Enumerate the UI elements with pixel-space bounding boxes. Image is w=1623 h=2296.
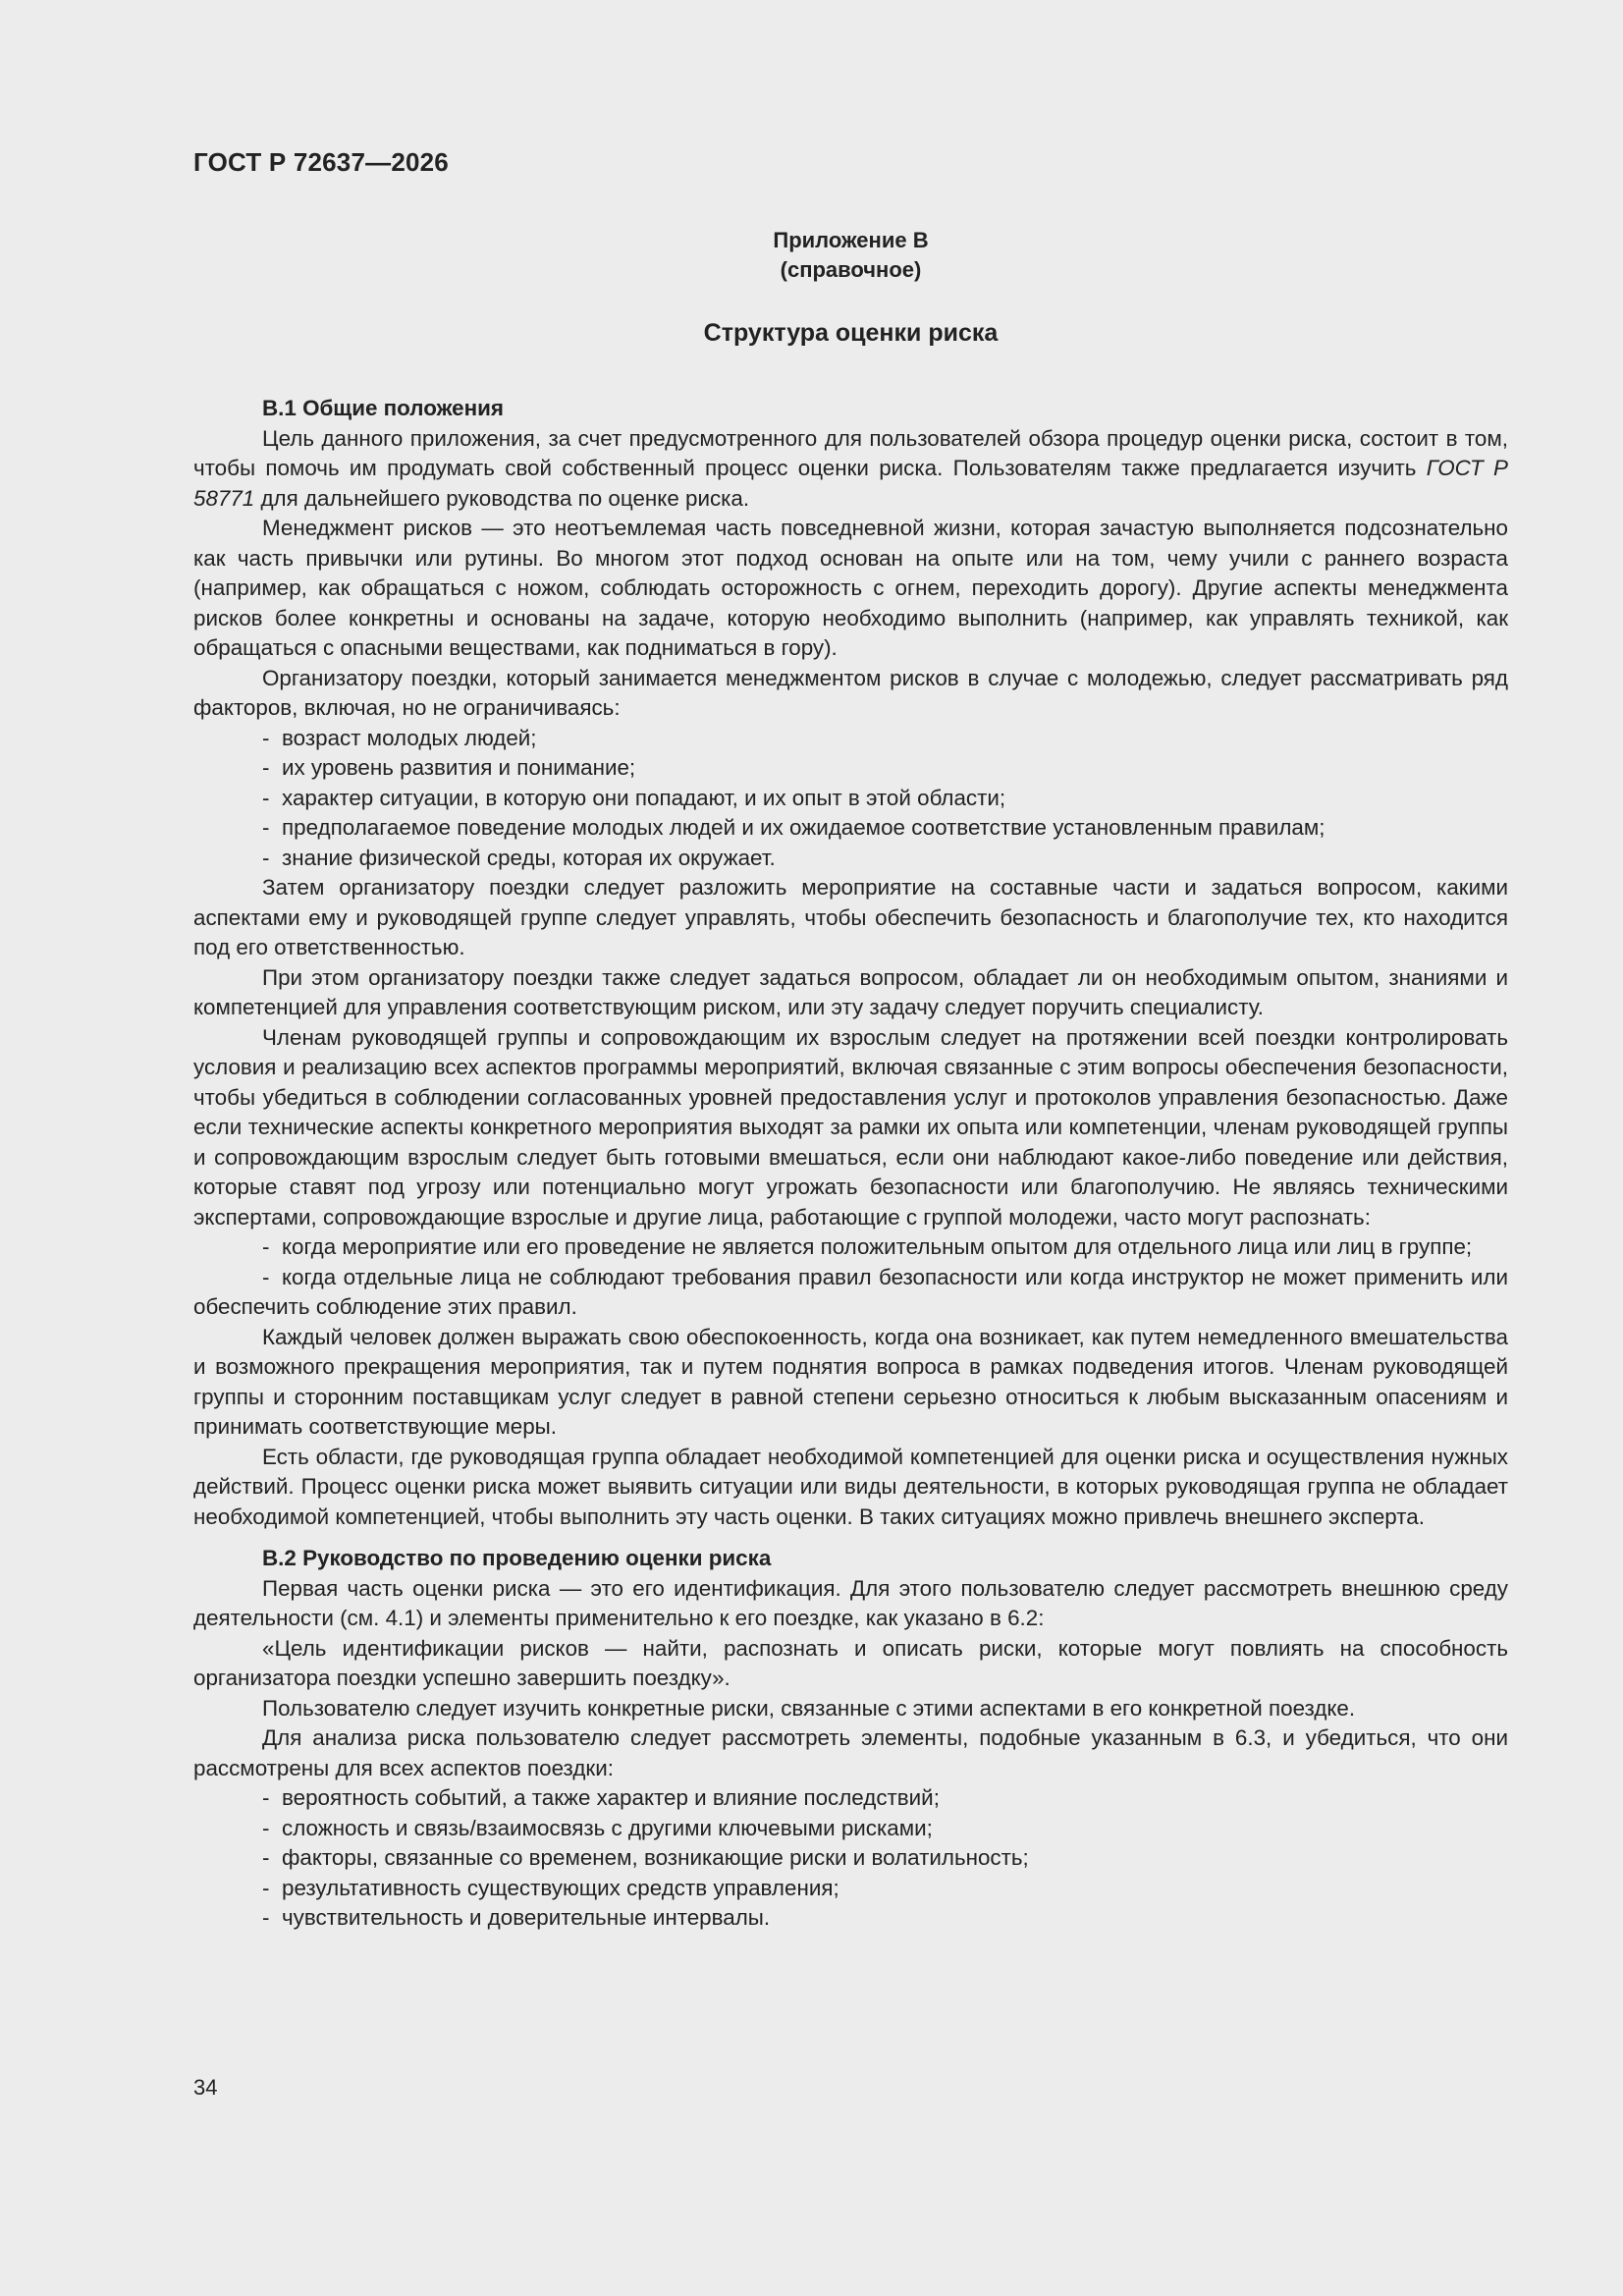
page-number: 34 (193, 2075, 218, 2100)
annex-heading (193, 226, 1508, 285)
quote-paragraph: «Цель идентификации рисков — найти, распознать и описать риски, которые могут повлиять на способность организатора поездки успешно завершить поездку». (193, 1635, 1508, 1690)
list-item: - их уровень развития и понимание; (262, 755, 636, 780)
list-item-text: чувствительность и доверительные интервалы. (282, 1905, 771, 1930)
annex-title: Структура оценки риска (703, 319, 999, 347)
list-item: - факторы, связанные со временем, возникающие риски и волатильность; (262, 1845, 1029, 1870)
paragraph: Членам руководящей группы и сопровождающим их взрослым следует на протяжении всей поездки контролировать условия и реализацию всех аспектов программы мероприятий, включая связанные с этим вопросы обеспечения безопасности, чтобы убедиться в соблюдении согласованных уровней предоставления услуг и протоколов управления безопасностью. Даже если технические аспекты конкретного мероприятия выходят за рамки их опыта или компетенции, членам руководящей группы и сопровождающим взрослым следует быть готовыми вмешаться, если они наблюдают какое-либо поведение или действия, которые ставят под угрозу или потенциально могут угрожать безопасности или благополучию. Не являясь техническими экспертами, сопровождающие взрослые и другие лица, работающие с группой молодежи, часто могут распознать: (193, 1024, 1508, 1230)
list-item-text: сложность и связь/взаимосвязь с другими ключевыми рисками; (282, 1815, 933, 1840)
list-item-text: возраст молодых людей; (282, 725, 537, 750)
paragraph: Для анализа риска пользователю следует рассмотреть элементы, подобные указанным в 6.3, и убедиться, что они рассмотрены для всех аспектов поездки: (193, 1725, 1508, 1780)
paragraph: Каждый человек должен выражать свою обеспокоенность, когда она возникает, как путем немедленного вмешательства и возможного прекращения мероприятия, так и путем поднятия вопроса в рамках подведения итогов. Членам руководящей группы и сторонним поставщикам услуг следует в равной степени серьезно относиться к любым высказанным опасениям и принимать соответствующие меры. (193, 1324, 1508, 1439)
standard-reference: ГОСТ Р 58771 (193, 456, 1508, 511)
list-item: - когда мероприятие или его проведение не является положительным опытом для отдельного лица или лиц в группе; (262, 1234, 1473, 1259)
list-item: - сложность и связь/взаимосвязь с другими ключевыми рисками; (262, 1815, 933, 1840)
list-item: - характер ситуации, в которую они попадают, и их опыт в этой области; (262, 785, 1006, 810)
list-item-text: когда отдельные лица не соблюдают требования правил безопасности или когда инструктор не может применить или обеспечить соблюдение этих правил. (193, 1264, 1508, 1319)
paragraph: Пользователю следует изучить конкретные риски, связанные с этими аспектами в его конкретной поездке. (262, 1695, 1356, 1721)
list-item: - результативность существующих средств управления; (262, 1875, 839, 1900)
list-item-text: характер ситуации, в которую они попадают, и их опыт в этой области; (282, 785, 1006, 810)
section-heading: В.2 Руководство по проведению оценки риска (262, 1546, 772, 1570)
list-item-text: предполагаемое поведение молодых людей и их ожидаемое соответствие установленным правилам; (282, 815, 1325, 840)
paragraph-text: Цель данного приложения, за счет предусмотренного для пользователей обзора процедур оценки риска, состоит в том, чтобы помочь им продумать свой собственный процесс оценки риска. Пользователям также предлагается изучить (193, 425, 1508, 480)
list-item-text: знание физической среды, которая их окружает. (282, 845, 776, 870)
paragraph: При этом организатору поездки также следует задаться вопросом, обладает ли он необходимым опытом, знаниями и компетенцией для управления соответствующим риском, или эту задачу следует поручить специалисту. (193, 964, 1508, 1019)
list-item: - чувствительность и доверительные интервалы. (262, 1905, 771, 1930)
list-item: - знание физической среды, которая их окружает. (262, 845, 776, 870)
section-heading: В.1 Общие положения (262, 396, 504, 420)
paragraph (193, 424, 1508, 515)
list-item: - когда отдельные лица не соблюдают требования правил безопасности или когда инструктор не может применить или обеспечить соблюдение этих правил. (193, 1264, 1508, 1319)
list-item: - предполагаемое поведение молодых людей и их ожидаемое соответствие установленным правилам; (262, 815, 1325, 840)
annex-type: (справочное) (780, 257, 922, 282)
paragraph: Есть области, где руководящая группа обладает необходимой компетенцией для оценки риска и осуществления нужных действий. Процесс оценки риска может выявить ситуации или виды деятельности, в которых руководящая группа не обладает необходимой компетенцией, чтобы выполнить эту часть оценки. В таких ситуациях можно привлечь внешнего эксперта. (193, 1444, 1508, 1529)
list-item-text: когда мероприятие или его проведение не является положительным опытом для отдельного лица или лиц в группе; (282, 1234, 1473, 1259)
paragraph: Организатору поездки, который занимается менеджментом рисков в случае с молодежью, следует рассматривать ряд факторов, включая, но не ограничиваясь: (193, 665, 1508, 720)
paragraph: Затем организатору поездки следует разложить мероприятие на составные части и задаться вопросом, какими аспектами ему и руководящей группе следует управлять, чтобы обеспечить безопасность и благополучие тех, кто находится под его ответственностью. (193, 875, 1508, 959)
document-body (193, 394, 1508, 1934)
list-item-text: результативность существующих средств управления; (282, 1875, 839, 1900)
list-item-text: их уровень развития и понимание; (282, 755, 636, 780)
paragraph: Менеджмент рисков — это неотъемлемая часть повседневной жизни, которая зачастую выполняется подсознательно как часть привычки или рутины. Во многом этот подход основан на опыте или на том, чему учили с раннего возраста (например, как обращаться с ножом, соблюдать осторожность с огнем, переходить дорогу). Другие аспекты менеджмента рисков более конкретны и основаны на задаче, которую необходимо выполнить (например, как управлять техникой, как обращаться с опасными веществами, как подниматься в гору). (193, 516, 1508, 660)
list-item-text: вероятность событий, а также характер и влияние последствий; (282, 1785, 940, 1810)
list-item: - вероятность событий, а также характер и влияние последствий; (262, 1785, 940, 1810)
document-header: ГОСТ Р 72637—2026 (193, 147, 449, 177)
paragraph: Первая часть оценки риска — это его идентификация. Для этого пользователю следует рассмотреть внешнюю среду деятельности (см. 4.1) и элементы применительно к его поездке, как указано в 6.2: (193, 1575, 1508, 1630)
list-item-text: факторы, связанные со временем, возникающие риски и волатильность; (282, 1845, 1029, 1870)
annex-label: Приложение В (773, 228, 929, 252)
paragraph-text: для дальнейшего руководства по оценке риска. (254, 485, 750, 511)
list-item: - возраст молодых людей; (262, 725, 537, 750)
